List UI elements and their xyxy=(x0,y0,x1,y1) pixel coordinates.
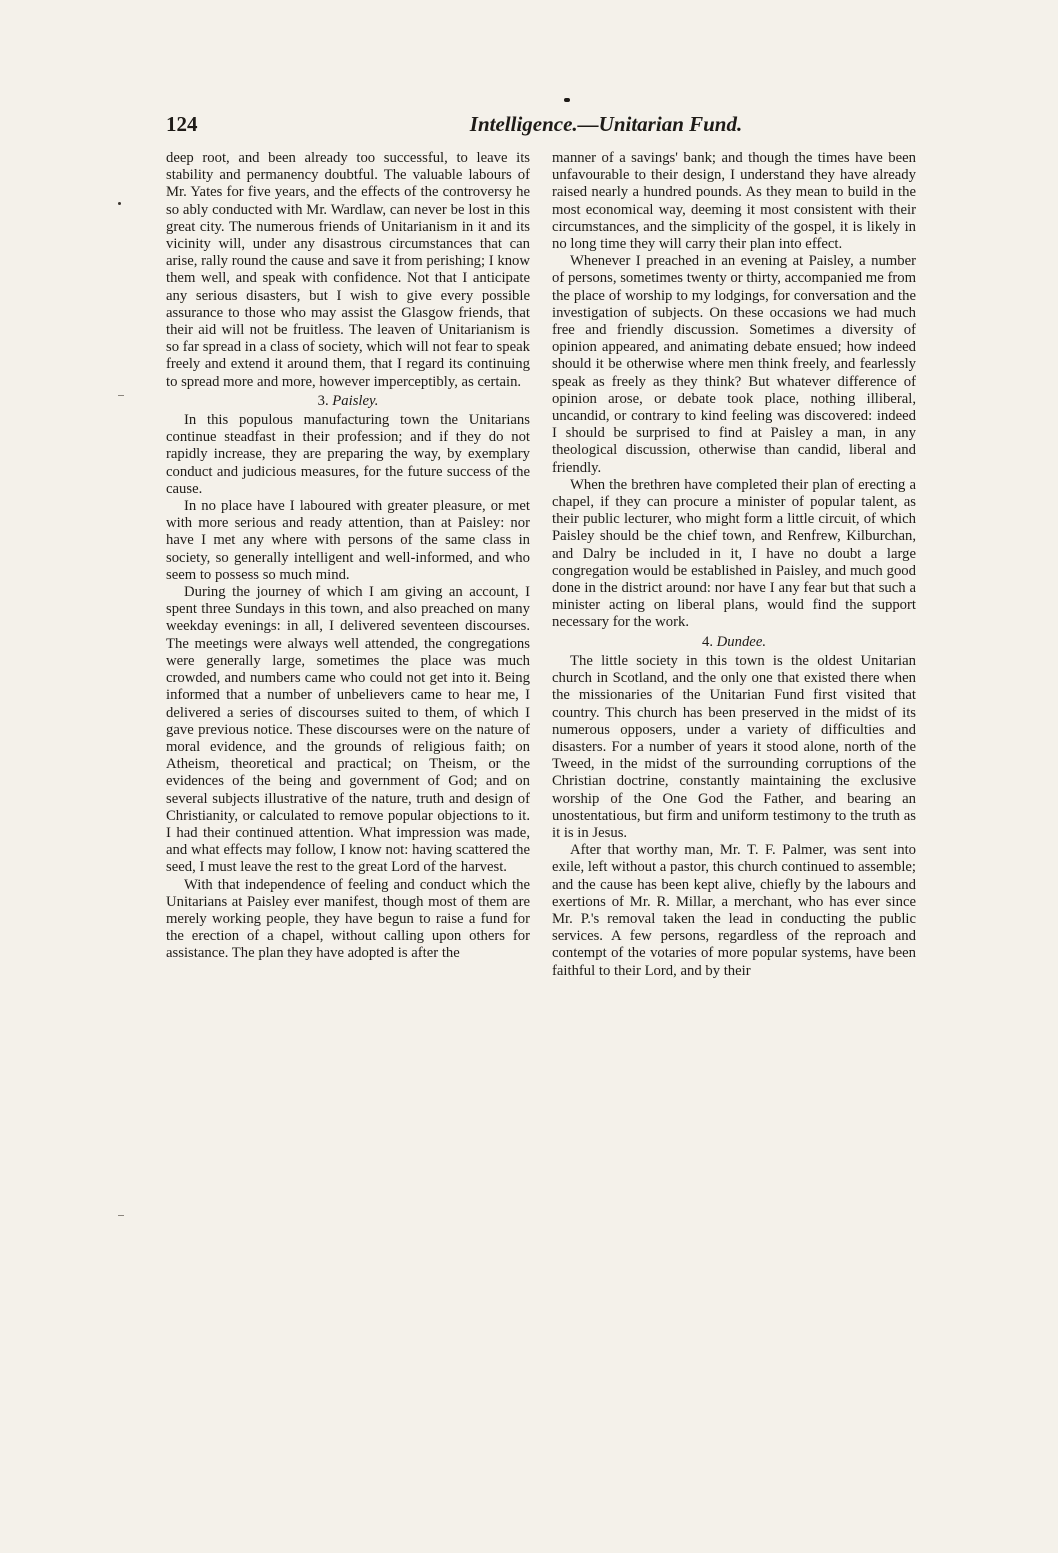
ink-dot xyxy=(118,202,121,205)
section-title: Dundee. xyxy=(716,633,767,650)
margin-mark xyxy=(118,395,124,396)
paragraph: Whenever I preached in an evening at Paisley, a number of persons, sometimes twenty or thirty, accompanied me from the place of worship to my lodgings, for conversation and the investigation of subjects. On these occasions we had much free and friendly discussion. Sometimes a diversity of opinion appeared, and animating debate ensued; how indeed should it be otherwise where men think freely, and fearlessly speak as freely as they think? But whatever difference of opinion arose, or debate took place, nothing illiberal, uncandid, or contrary to kind feeling was discovered: indeed I should be surprised to find at Paisley a man, in any theological discussion, otherwise than candid, liberal and friendly. xyxy=(552,253,916,476)
section-number: 3. xyxy=(317,392,329,409)
page-number: 124 xyxy=(166,112,198,136)
paragraph: After that worthy man, Mr. T. F. Palmer, was sent into exile, left without a pastor, this church continued to assemble; and the cause has been kept alive, chiefly by the labours and exertions of Mr. R. Millar, a merchant, who has ever since Mr. P.'s removal taken the lead in conducting the public services. A few persons, regardless of the reproach and contempt of the votaries of more popular systems, have been faithful to their Lord, and by their xyxy=(552,842,916,979)
paragraph: When the brethren have completed their plan of erecting a chapel, if they can procure a minister of popular talent, as their public lecturer, who might form a little circuit, of which Paisley should be the chief town, and Renfrew, Kilburchan, and Dalry be included in it, I have no doubt a large congregation would be established in Paisley, and much good done in the district around: nor have I any fear but that such a minister acting on liberal plans, would find the support necessary for the work. xyxy=(552,476,916,631)
section-title: Paisley. xyxy=(332,392,379,409)
paragraph: With that independence of feeling and conduct which the Unitarians at Paisley ever manifest, though most of them are merely working people, they have begun to raise a fund for the erection of a chapel, without calling upon others for assistance. The plan they have adopted is after the xyxy=(166,876,530,962)
paragraph: During the journey of which I am giving an account, I spent three Sundays in this town, and also preached on many weekday evenings: in all, I delivered seventeen discourses. The meetings were always well attended, the congregations were generally large, sometimes the place was much crowded, and numbers came who could not get into it. Being informed that a number of unbelievers came to hear me, I delivered a series of discourses suited to them, of which I gave previous notice. These discourses were on the nature of moral evidence, and the grounds of religious faith; on Atheism, theoretical and practical; on Theism, or the evidences of the being and government of God; and on several subjects illustrative of the nature, truth and design of Christianity, or calculated to remove popular objections to it. I had their continued attention. What impression was made, and what effects may follow, I know not: having scattered the seed, I must leave the rest to the great Lord of the harvest. xyxy=(166,584,530,876)
margin-mark xyxy=(118,1215,124,1216)
paragraph: In this populous manufacturing town the Unitarians continue steadfast in their profession; and if they do not rapidly increase, they are preparing the way, by exemplary conduct and judicious measures, for the future success of the cause. xyxy=(166,412,530,497)
section-heading-paisley xyxy=(166,393,530,410)
ink-mark xyxy=(564,98,570,102)
paragraph: In no place have I laboured with greater pleasure, or met with more serious and ready attention, than at Paisley: nor have I met any where with persons of the same class in society, so generally intelligent and well-informed, and who seem to possess so much mind. xyxy=(166,498,530,583)
paragraph: The little society in this town is the oldest Unitarian church in Scotland, and the only one that existed there when the missionaries of the Unitarian Fund first visited that country. This church has been preserved in the midst of its numerous opposers, under a variety of difficulties and disasters. For a number of years it stood alone, north of the Tweed, in the midst of the surrounding corruptions of the Christian doctrine, constantly maintaining the exclusive worship of the One God the Father, and bearing an unostentatious, but firm and uniform testimony to the truth as it is in Jesus. xyxy=(552,652,916,841)
left-column xyxy=(166,150,530,1420)
paragraph: manner of a savings' bank; and though the times have been unfavourable to their design, I understand they have already raised nearly a hundred pounds. As they mean to build in the most economical way, deeming it most consistent with their circumstances, and the simplicity of the gospel, it is likely in no long time they will carry their plan into effect. xyxy=(552,150,916,253)
page-header xyxy=(166,112,916,142)
right-column xyxy=(552,150,916,1420)
section-heading-dundee xyxy=(552,634,916,651)
section-number: 4. xyxy=(701,633,713,650)
running-title: Intelligence.—Unitarian Fund. xyxy=(469,112,743,136)
paragraph: deep root, and been already too successful, to leave its stability and permanency doubtful. The valuable labours of Mr. Yates for five years, and the effects of the controversy he so ably conducted with Mr. Wardlaw, can never be lost in this great city. The numerous friends of Unitarianism in it and its vicinity will, under any disastrous circumstances that can arise, rally round the cause and save it from perishing; I know them well, and speak with confidence. Not that I anticipate any serious disasters, but I wish to give every possible assurance to those who may assist the Glasgow friends, that their aid will not be fruitless. The leaven of Unitarianism is so far spread in a class of society, which will not fear to speak freely and extend it around them, that I regard its continuing to spread more and more, however imperceptibly, as certain. xyxy=(166,150,530,390)
